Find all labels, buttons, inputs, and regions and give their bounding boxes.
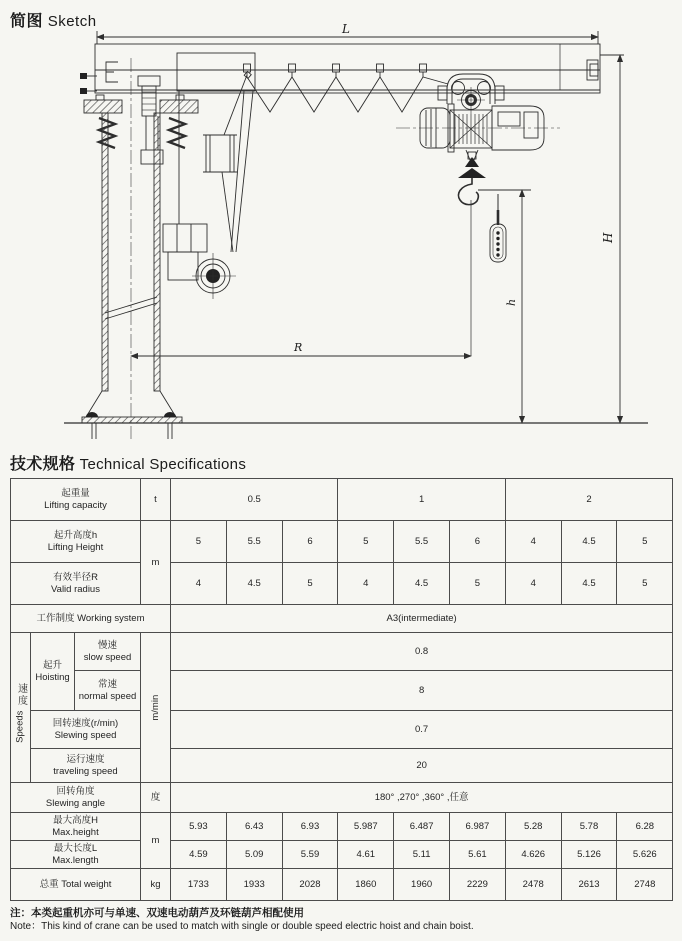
value-cell: 5.626: [617, 841, 673, 869]
row-slewing-speed: [11, 711, 673, 749]
value-cell: 6.93: [282, 813, 338, 841]
label-en: Slewing angle: [45, 797, 106, 809]
dimension-R: [131, 200, 471, 356]
value-cell: 4.626: [505, 841, 561, 869]
jib-beam: [95, 44, 600, 93]
row-normal-speed: [11, 671, 673, 711]
value-cell: 4: [505, 521, 561, 563]
value-cell: 5: [617, 563, 673, 605]
sketch-title-zh: 简图: [10, 13, 44, 30]
value-cell: 6.987: [450, 813, 506, 841]
label-zh: 起重量: [61, 488, 90, 500]
label-en: Hoisting: [35, 671, 70, 683]
value-cell: 4: [171, 563, 227, 605]
label-zh: 运行速度: [66, 754, 105, 766]
value-cell: 1860: [338, 869, 394, 901]
base-plate: [82, 417, 182, 423]
label-zh: 速度: [15, 682, 27, 707]
value-cell: 5.28: [505, 813, 561, 841]
value-cell: 5.09: [226, 841, 282, 869]
value-cell: 2613: [561, 869, 617, 901]
value-cell: 2748: [617, 869, 673, 901]
dim-label-R: R: [294, 341, 303, 354]
value-cell: 2: [505, 479, 672, 521]
value-cell: 5: [450, 563, 506, 605]
label-en: Max.length: [52, 854, 99, 866]
label-max-length: [11, 841, 141, 869]
value-cell: 2478: [505, 869, 561, 901]
label-slow-speed: [75, 633, 141, 671]
value-cell: 4.5: [226, 563, 282, 605]
value-cell: 2229: [450, 869, 506, 901]
value-cell: 0.5: [171, 479, 338, 521]
label-zh: 起升: [42, 660, 62, 672]
value-cell: 1: [338, 479, 505, 521]
footnote: [10, 906, 670, 934]
unit-cell: t: [141, 479, 171, 521]
label-zh: 慢速: [97, 640, 117, 652]
spring-right: [169, 118, 185, 148]
label-en: Valid radius: [51, 583, 100, 595]
dim-label-h: h: [505, 298, 518, 306]
label-slewing-speed: [31, 711, 141, 749]
dim-label-L: L: [342, 22, 350, 36]
specs-title-en: Technical Specifications: [79, 456, 247, 473]
value-cell: 6.43: [226, 813, 282, 841]
footnote-en: Note：This kind of crane can be used to match with single or double speed electric hoist and chain boist.: [10, 921, 474, 933]
row-working-system: [11, 605, 673, 633]
row-valid-radius: [11, 563, 673, 605]
value-cell: 0.7: [171, 711, 673, 749]
value-cell: 1933: [226, 869, 282, 901]
value-cell: 6.28: [617, 813, 673, 841]
value-cell: 6: [450, 521, 506, 563]
unit-cell: kg: [141, 869, 171, 901]
value-cell: 6.487: [394, 813, 450, 841]
label-traveling-speed: [31, 749, 141, 783]
value-cell: 4.5: [561, 521, 617, 563]
row-slewing-angle: [11, 783, 673, 813]
technical-specifications-table: [10, 478, 673, 901]
unit-cell: 度: [141, 783, 171, 813]
festoon-cable: [244, 64, 449, 112]
value-cell: 5.93: [171, 813, 227, 841]
mast-column: [82, 58, 182, 439]
row-lifting-height: [11, 521, 673, 563]
value-cell: 5.126: [561, 841, 617, 869]
value-cell: 5.59: [282, 841, 338, 869]
row-max-length: [11, 841, 673, 869]
label-en: normal speed: [78, 690, 137, 702]
label-normal-speed: [75, 671, 141, 711]
row-lifting-capacity: [11, 479, 673, 521]
row-max-height: [11, 813, 673, 841]
dimension-h: [478, 190, 531, 423]
value-cell: 4.5: [561, 563, 617, 605]
value-cell: 5: [338, 521, 394, 563]
pendant-control: [490, 194, 506, 262]
cable-junction-box: [203, 71, 251, 252]
value-cell: 5: [617, 521, 673, 563]
label-en: Speeds: [14, 710, 26, 743]
row-slow-speed: [11, 633, 673, 671]
label-max-height: [11, 813, 141, 841]
label-zh: 回转角度: [56, 786, 95, 798]
hook-icon: [458, 150, 486, 205]
label-lifting-capacity: [11, 479, 141, 521]
label-zh: 常速: [97, 679, 117, 691]
value-cell: 4.5: [394, 563, 450, 605]
label-en: slow speed: [83, 651, 132, 663]
value-cell: 5: [171, 521, 227, 563]
electric-hoist: [396, 104, 560, 152]
value-cell: 5.11: [394, 841, 450, 869]
value-cell: 2028: [282, 869, 338, 901]
value-cell: 4: [338, 563, 394, 605]
row-traveling-speed: [11, 749, 673, 783]
label-en: Max.height: [52, 826, 99, 838]
value-cell: 5.78: [561, 813, 617, 841]
value-cell: 5.987: [338, 813, 394, 841]
value-cell: 180° ,270° ,360° ,任意: [171, 783, 673, 813]
value-cell: A3(intermediate): [171, 605, 673, 633]
specs-section-title: [10, 451, 246, 474]
value-cell: 4.59: [171, 841, 227, 869]
dimension-H: [600, 55, 624, 423]
label-valid-radius: [11, 563, 141, 605]
value-cell: 5: [282, 563, 338, 605]
label-speed-group: [11, 633, 31, 783]
value-cell: 5.5: [226, 521, 282, 563]
value-cell: 0.8: [171, 633, 673, 671]
label-lifting-height: [11, 521, 141, 563]
anchor-bolts: [92, 423, 172, 439]
slewing-bearing: [80, 62, 198, 164]
crane-sketch-drawing: [0, 0, 682, 446]
row-total-weight: [11, 869, 673, 901]
unit-cell: m: [141, 521, 171, 605]
label-zh: 最大高度H: [53, 815, 98, 827]
footnote-zh: 注：本类起重机亦可与单速、双速电动葫芦及环链葫芦相配使用: [10, 907, 304, 919]
label-en: Lifting Height: [47, 541, 104, 553]
value-cell: 1733: [171, 869, 227, 901]
label-zh: 回转速度(r/min): [52, 718, 119, 730]
label-slewing-angle: [11, 783, 141, 813]
unit-speed: m/min: [141, 633, 171, 783]
label-zh: 最大长度L: [53, 843, 98, 855]
value-cell: 5.5: [394, 521, 450, 563]
value-cell: 20: [171, 749, 673, 783]
label-total-weight: 总重 Total weight: [11, 869, 141, 901]
value-cell: 8: [171, 671, 673, 711]
sketch-title-en: Sketch: [47, 13, 97, 30]
specs-title-zh: 技术规格: [10, 456, 76, 473]
value-cell: 4.61: [338, 841, 394, 869]
label-en: Lifting capacity: [44, 499, 107, 511]
value-cell: 6: [282, 521, 338, 563]
label-zh: 起升高度h: [53, 530, 98, 542]
label-hoisting: [31, 633, 75, 711]
dim-label-H: H: [601, 232, 615, 243]
label-zh: 有效半径R: [53, 572, 98, 584]
value-cell: 5.61: [450, 841, 506, 869]
value-cell: 1960: [394, 869, 450, 901]
unit-cell: m: [141, 813, 171, 869]
label-working-system: 工作制度 Working system: [11, 605, 171, 633]
value-cell: 4: [505, 563, 561, 605]
label-en: Slewing speed: [54, 729, 117, 741]
label-en: traveling speed: [53, 765, 118, 777]
festoon-hangers: [244, 64, 427, 77]
dimension-L: [97, 22, 598, 44]
